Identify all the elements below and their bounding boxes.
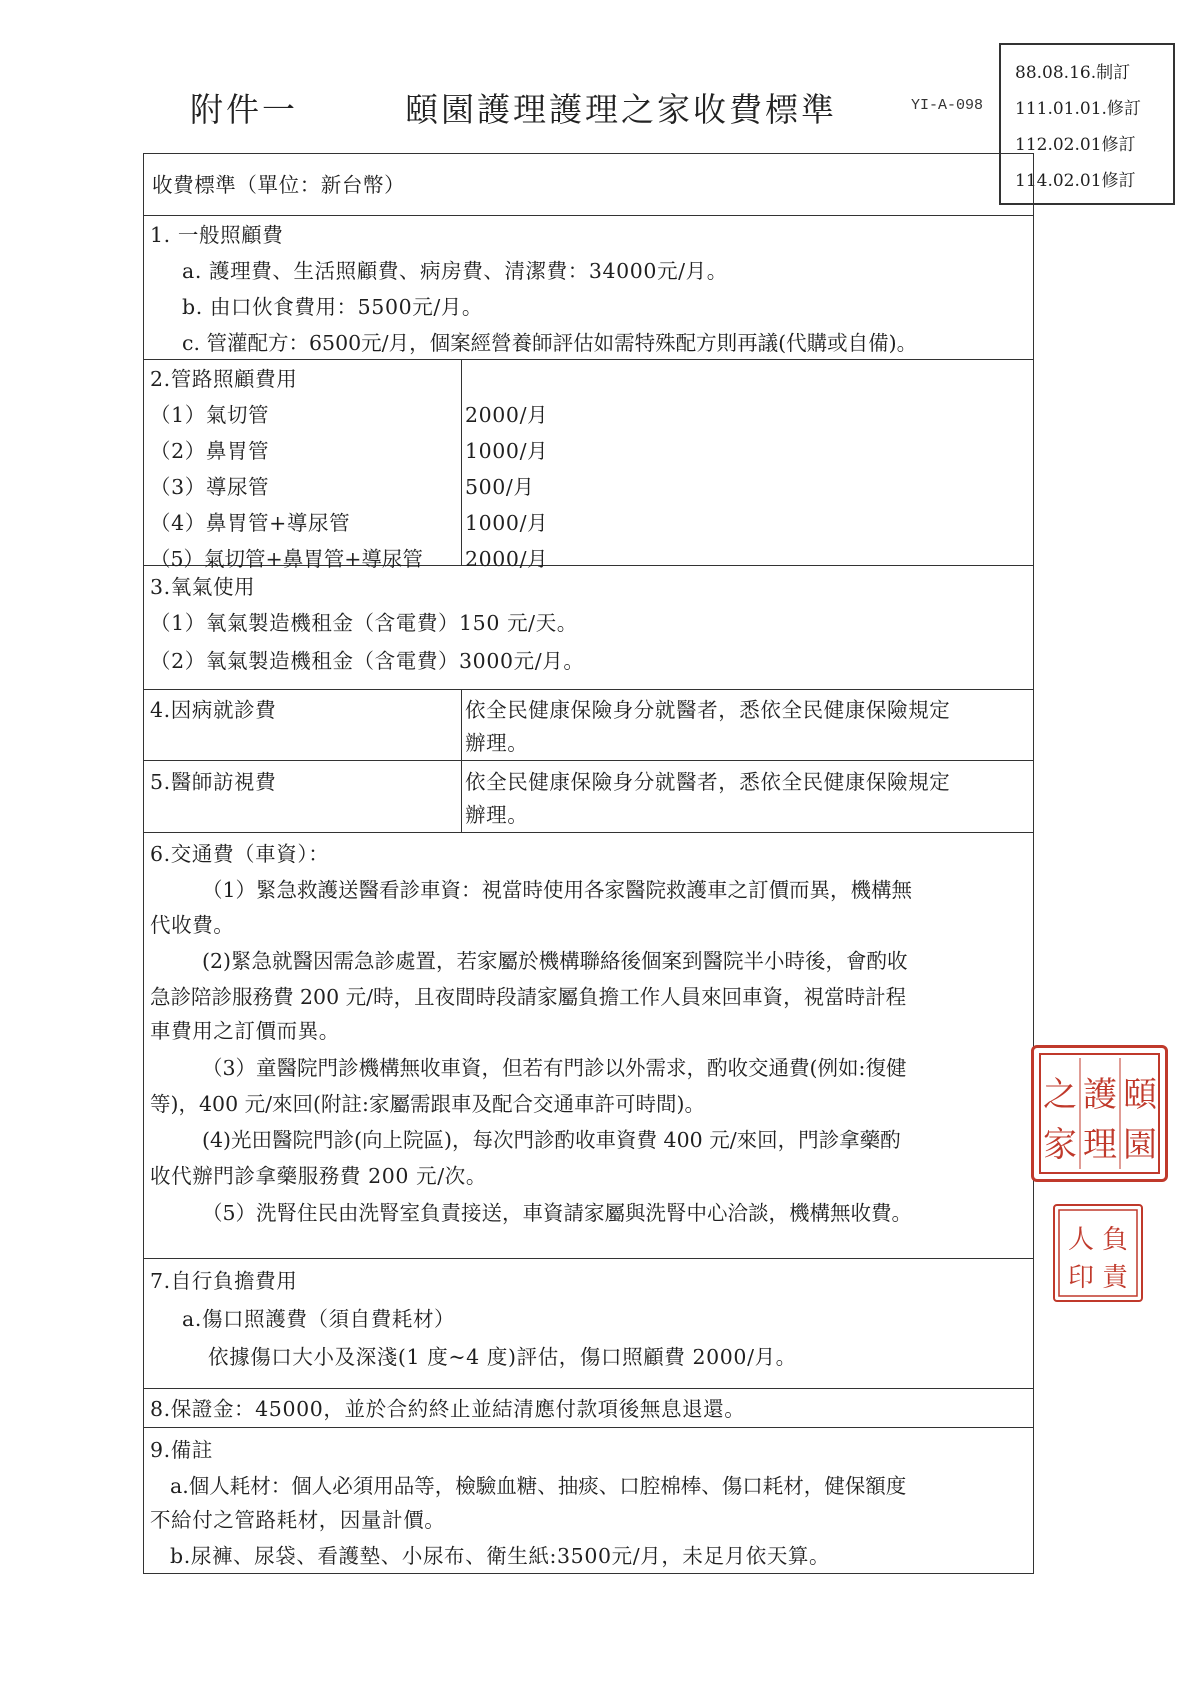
seal-graphic [1034,1048,1165,1179]
section-9-title: 9.備註 [150,1438,213,1462]
section-1-item-c: c. 管灌配方：6500元/月，個案經營養師評估如需特殊配方則再議(代購或自備)。 [182,331,918,355]
tube-item-name: （1）氣切管 [150,403,270,427]
revision-entry: 112.02.01修訂 [1015,135,1136,155]
transport-line: (4)光田醫院門診(向上院區)，每次門診酌收車資費 400 元/來回，門診拿藥酌 [202,1128,901,1152]
document-title: 頤園護理護理之家收費標準 [405,90,837,129]
section-1-item-a: a. 護理費、生活照顧費、病房費、清潔費：34000元/月。 [182,259,728,283]
section-8-deposit: 8.保證金：45000，並於合約終止並結清應付款項後無息退還。 [150,1397,746,1421]
remark-a: a.個人耗材：個人必須用品等，檢驗血糖、抽痰、口腔棉棒、傷口耗材，健保額度 [170,1474,907,1498]
tube-item-name: （5）氣切管+鼻胃管+導尿管 [150,547,423,571]
revision-entry: 88.08.16.制訂 [1015,63,1131,83]
transport-line: 等)，400 元/來回(附註:家屬需跟車及配合交通車許可時間)。 [150,1092,705,1116]
tube-item-name: （2）鼻胃管 [150,439,270,463]
tube-item-price: 2000/月 [465,547,549,571]
svg-text:護: 護 [1083,1075,1117,1115]
section-4-title: 4.因病就診費 [150,698,277,722]
transport-line: 急診陪診服務費 200 元/時，且夜間時段請家屬負擔工作人員來回車資，視當時計程 [150,985,907,1009]
transport-line: 收代辦門診拿藥服務費 200 元/次。 [150,1164,487,1188]
tube-item-name: （4）鼻胃管+導尿管 [150,511,351,535]
section-7-item-a: a.傷口照護費（須自費耗材） [182,1307,456,1331]
svg-text:人: 人 [1067,1225,1095,1255]
transport-line: （1）緊急救護送醫看診車資：視當時使用各家醫院救護車之訂價而異，機構無 [202,878,913,902]
section-5-detail-cont: 辦理。 [465,803,529,827]
svg-text:園: 園 [1123,1125,1157,1165]
tube-item-name: （3）導尿管 [150,475,270,499]
section-6-title: 6.交通費（車資）： [150,842,330,866]
seal-graphic-small [1055,1206,1141,1300]
tube-item-price: 1000/月 [465,439,549,463]
section-7-title: 7.自行負擔費用 [150,1269,298,1293]
svg-text:責: 責 [1101,1263,1129,1293]
organization-seal [1031,1045,1168,1182]
revision-entry: 111.01.01.修訂 [1015,99,1141,119]
transport-line: (2)緊急就醫因需急診處置，若家屬於機構聯絡後個案到醫院半小時後，會酌收 [202,949,908,973]
section-5-title: 5.醫師訪視費 [150,770,277,794]
svg-text:之: 之 [1043,1075,1077,1115]
unit-label: 收費標準（單位：新台幣） [152,173,406,197]
tube-item-price: 1000/月 [465,511,549,535]
transport-line: 車費用之訂價而異。 [150,1019,340,1043]
fee-table [143,153,1034,1574]
section-2-title: 2.管路照顧費用 [150,367,298,391]
attachment-label: 附件一 [190,90,298,129]
section-1-item-b: b. 由口伙食費用：5500元/月。 [182,295,484,319]
transport-line: （5）洗腎住民由洗腎室負責接送，車資請家屬與洗腎中心洽談，機構無收費。 [202,1201,913,1225]
revision-entry: 114.02.01修訂 [1015,171,1136,191]
transport-line: （3）童醫院門診機構無收車資，但若有門診以外需求，酌收交通費(例如:復健 [202,1056,907,1080]
svg-text:負: 負 [1101,1225,1129,1255]
section-4-detail-cont: 辦理。 [465,731,529,755]
remark-b: b.尿褲、尿袋、看護墊、小尿布、衛生紙:3500元/月，未足月依天算。 [170,1544,831,1568]
svg-text:家: 家 [1043,1125,1077,1165]
svg-text:頤: 頤 [1123,1075,1157,1115]
tube-item-price: 2000/月 [465,403,549,427]
section-7-detail: 依據傷口大小及深淺(1 度~4 度)評估，傷口照顧費 2000/月。 [208,1345,797,1369]
oxygen-monthly-fee: （2）氧氣製造機租金（含電費）3000元/月。 [150,649,585,673]
svg-text:理: 理 [1083,1125,1117,1165]
svg-text:印: 印 [1067,1263,1095,1293]
section-1-title: 1. 一般照顧費 [150,223,284,247]
document-code: YI-A-098 [911,97,984,114]
section-3-title: 3.氧氣使用 [150,575,256,599]
remark-a-cont: 不給付之管路耗材，因量計價。 [150,1508,446,1532]
transport-line: 代收費。 [150,913,235,937]
oxygen-daily-fee: （1）氧氣製造機租金（含電費）150 元/天。 [150,611,578,635]
section-4-detail: 依全民健康保險身分就醫者，悉依全民健康保險規定 [465,698,951,722]
section-5-detail: 依全民健康保險身分就醫者，悉依全民健康保險規定 [465,770,951,794]
tube-item-price: 500/月 [465,475,535,499]
representative-seal [1053,1204,1143,1302]
